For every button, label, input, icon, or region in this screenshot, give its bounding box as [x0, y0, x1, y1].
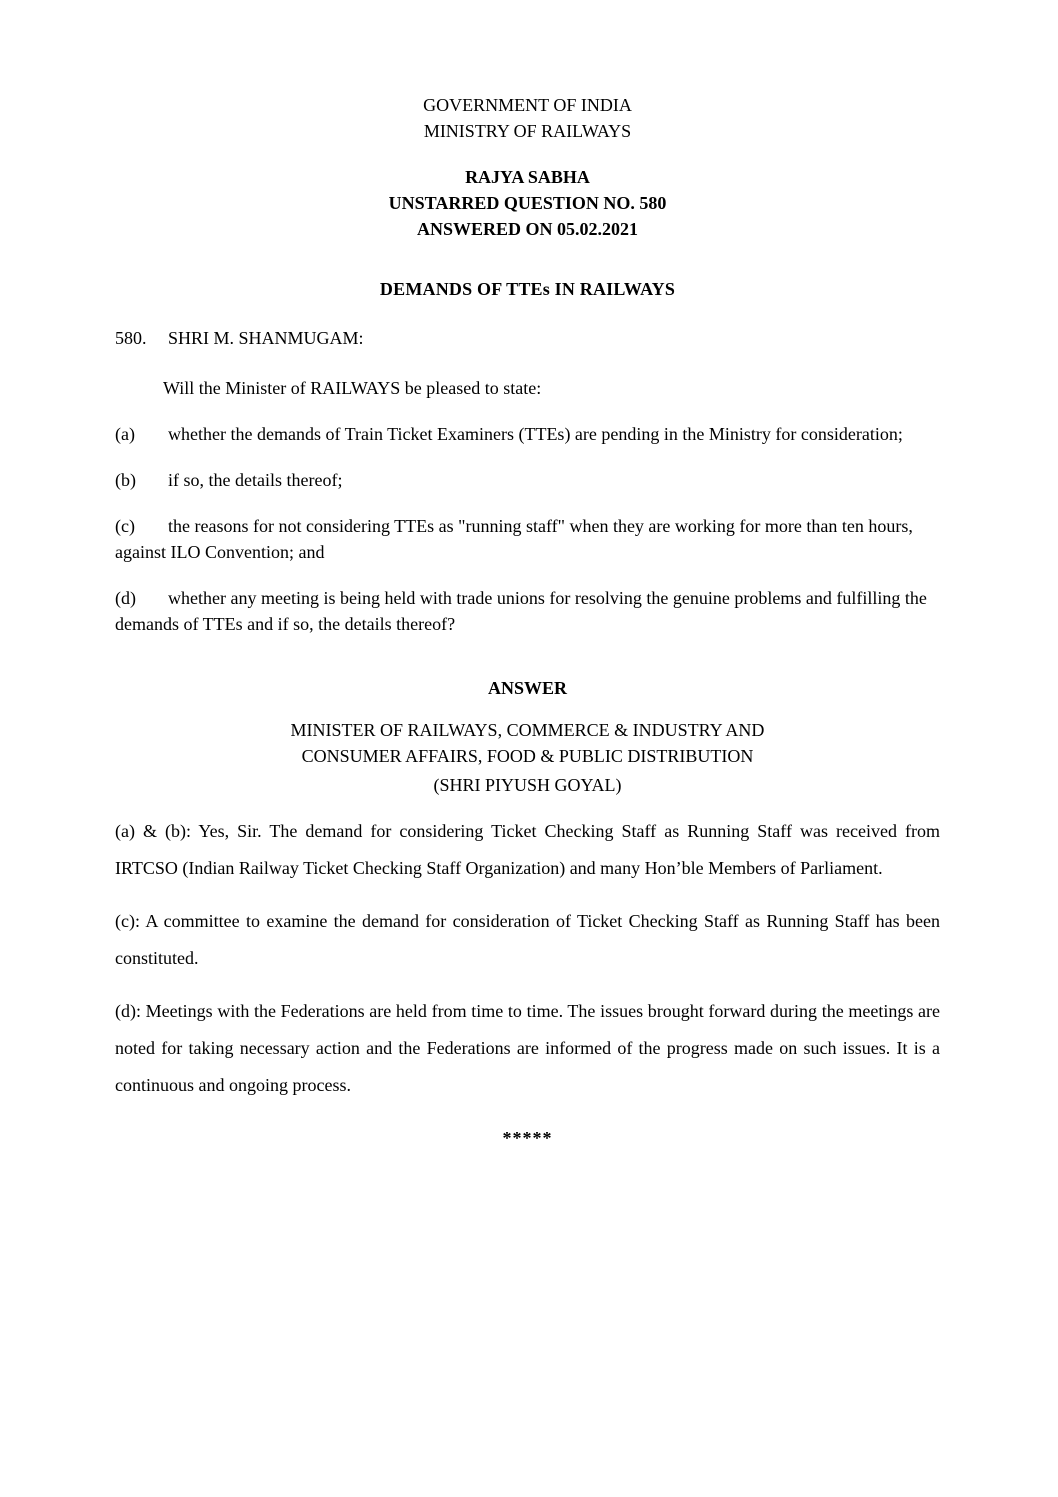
item-c-text: the reasons for not considering TTEs as "running staff" when they are working for more than ten hours, against ILO Convention; and: [115, 516, 913, 562]
answer-paragraph-ab: (a) & (b): Yes, Sir. The demand for considering Ticket Checking Staff as Running Staff was received from IRTCSO (Indian Railway Ticket Checking Staff Organization) and many Hon’ble Members of Parliament.: [115, 821, 940, 879]
answer-paragraph-d: (d): Meetings with the Federations are held from time to time. The issues brought forward during the meetings are noted for taking necessary action and the Federations are informed of the progress made on such issues. It is a continuous and ongoing process.: [115, 1000, 940, 1095]
item-c-label: (c): [115, 516, 135, 537]
question-item-b: [115, 468, 940, 494]
minister-title-line1: MINISTER OF RAILWAYS, COMMERCE & INDUSTRY AND: [290, 719, 765, 740]
item-a-text: whether the demands of Train Ticket Examiners (TTEs) are pending in the Ministry for consideration;: [168, 424, 903, 445]
minister-title-line2: CONSUMER AFFAIRS, FOOD & PUBLIC DISTRIBUTION: [301, 745, 754, 766]
item-d-label: (d): [115, 587, 136, 608]
question-asker: SHRI M. SHANMUGAM:: [168, 328, 364, 349]
minister-name: (SHRI PIYUSH GOYAL): [433, 775, 622, 796]
header-question-number: UNSTARRED QUESTION NO. 580: [388, 192, 667, 213]
answer-paragraph-c: (c): A committee to examine the demand for consideration of Ticket Checking Staff as Running Staff has been constituted.: [115, 911, 940, 968]
item-b-label: (b): [115, 470, 136, 491]
subject-title: DEMANDS OF TTEs IN RAILWAYS: [379, 278, 676, 299]
question-item-a: [115, 422, 940, 448]
end-marker: *****: [502, 1127, 553, 1148]
answer-heading: ANSWER: [487, 677, 567, 698]
header-ministry: MINISTRY OF RAILWAYS: [423, 120, 632, 141]
question-asker-line: [115, 326, 940, 352]
header-house: RAJYA SABHA: [465, 166, 590, 187]
question-item-d: [115, 586, 940, 638]
item-a-label: (a): [115, 424, 135, 445]
question-intro: Will the Minister of RAILWAYS be pleased to state:: [163, 378, 542, 399]
question-item-c: [115, 514, 940, 566]
question-number: 580.: [115, 328, 147, 349]
header-government: GOVERNMENT OF INDIA: [423, 95, 632, 115]
item-d-text: whether any meeting is being held with trade unions for resolving the genuine problems and fulfilling the demands of TTEs and if so, the details thereof?: [115, 587, 927, 634]
item-b-text: if so, the details thereof;: [168, 470, 343, 491]
header-answered-date: ANSWERED ON 05.02.2021: [416, 218, 639, 239]
